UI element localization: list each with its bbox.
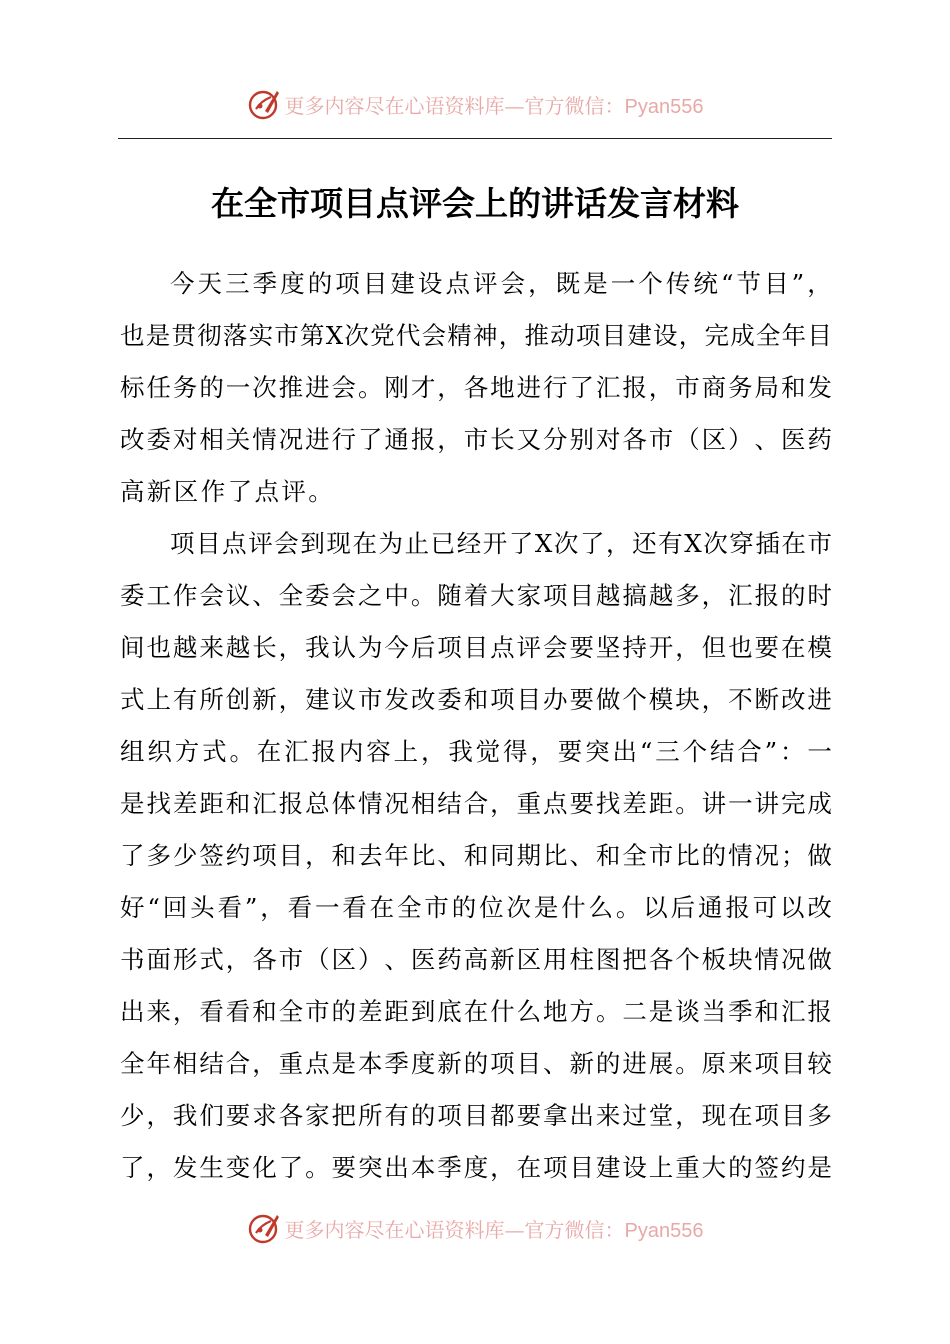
body-line: 间 也 越 来 越 长 ， 我 认 为 今 后 项 目 点 评 会 要 坚 持 开 ， 但 也 要 在 模	[120, 633, 832, 662]
header-banner-text	[285, 90, 704, 119]
body-line: 出 来 ， 看 看 和 全 市 的 差 距 到 底 在 什 么 地 方 。 二 是 谈 当 季 和 汇 报	[120, 997, 832, 1026]
body-line: 了 ， 发 生 变 化 了 。 要 突 出 本 季 度 ， 在 项 目 建 设 上 重 大 的 签 约 是	[120, 1153, 832, 1182]
body-line: 项 目 点 评 会 到 现 在 为 止 已 经 开 了 X 次 了 ， 还 有 X 次 穿 插 在 市	[170, 529, 832, 558]
pen-logo-icon	[247, 87, 281, 121]
body-line: 改 委 对 相 关 情 况 进 行 了 通 报 ， 市 长 又 分 别 对 各 市 （ 区 ） 、 医 药	[120, 425, 832, 454]
footer-banner-label: 更多内容尽在心语资料库—官方微信：	[284, 1217, 625, 1242]
document-body	[120, 258, 832, 1194]
body-line: 少 ， 我 们 要 求 各 家 把 所 有 的 项 目 都 要 拿 出 来 过 堂 ， 现 在 项 目 多	[120, 1101, 832, 1130]
document-title: 在全市项目点评会上的讲话发言材料	[211, 184, 739, 223]
body-line: 好 “ 回 头 看 ” ， 看 一 看 在 全 市 的 位 次 是 什 么 。 以 后 通 报 可 以 改	[120, 893, 832, 922]
footer-wechat-id: Pyan556	[624, 1219, 704, 1242]
body-line: 今 天 三 季 度 的 项 目 建 设 点 评 会 ， 既 是 一 个 传 统 “ 节 目 ” ，	[170, 269, 832, 298]
footer-banner	[0, 1208, 950, 1248]
body-line: 了 多 少 签 约 项 目 ， 和 去 年 比 、 和 同 期 比 、 和 全 市 比 的 情 况 ； 做	[120, 841, 832, 870]
body-line: 委 工 作 会 议 、 全 委 会 之 中 。 随 着 大 家 项 目 越 搞 越 多 ， 汇 报 的 时	[120, 581, 832, 610]
body-line: 书 面 形 式 ， 各 市 （ 区 ） 、 医 药 高 新 区 用 柱 图 把 各 个 板 块 情 况 做	[120, 945, 832, 974]
body-line: 组 织 方 式 。 在 汇 报 内 容 上 ， 我 觉 得 ， 要 突 出 “ 三 个 结 合 ” ： 一	[120, 737, 832, 766]
body-line: 标 任 务 的 一 次 推 进 会 。 刚 才 ， 各 地 进 行 了 汇 报 ， 市 商 务 局 和 发	[120, 373, 832, 402]
header-wechat-id: Pyan556	[624, 95, 704, 118]
footer-banner-text	[285, 1214, 704, 1243]
body-line: 式 上 有 所 创 新 ， 建 议 市 发 改 委 和 项 目 办 要 做 个 模 块 ， 不 断 改 进	[120, 685, 832, 714]
header-banner	[0, 84, 950, 124]
body-line: 也 是 贯 彻 落 实 市 第 X 次 党 代 会 精 神 ， 推 动 项 目 建 设 ， 完 成 全 年 目	[120, 321, 832, 350]
body-line: 全 年 相 结 合 ， 重 点 是 本 季 度 新 的 项 目 、 新 的 进 展 。 原 来 项 目 较	[120, 1049, 832, 1078]
pen-logo-icon	[247, 1211, 281, 1245]
body-line: 高新区作了点评。	[120, 477, 336, 506]
header-divider	[118, 138, 832, 139]
body-line: 是 找 差 距 和 汇 报 总 体 情 况 相 结 合 ， 重 点 要 找 差 距 。 讲 一 讲 完 成	[120, 789, 832, 818]
header-banner-label: 更多内容尽在心语资料库—官方微信：	[284, 93, 625, 118]
